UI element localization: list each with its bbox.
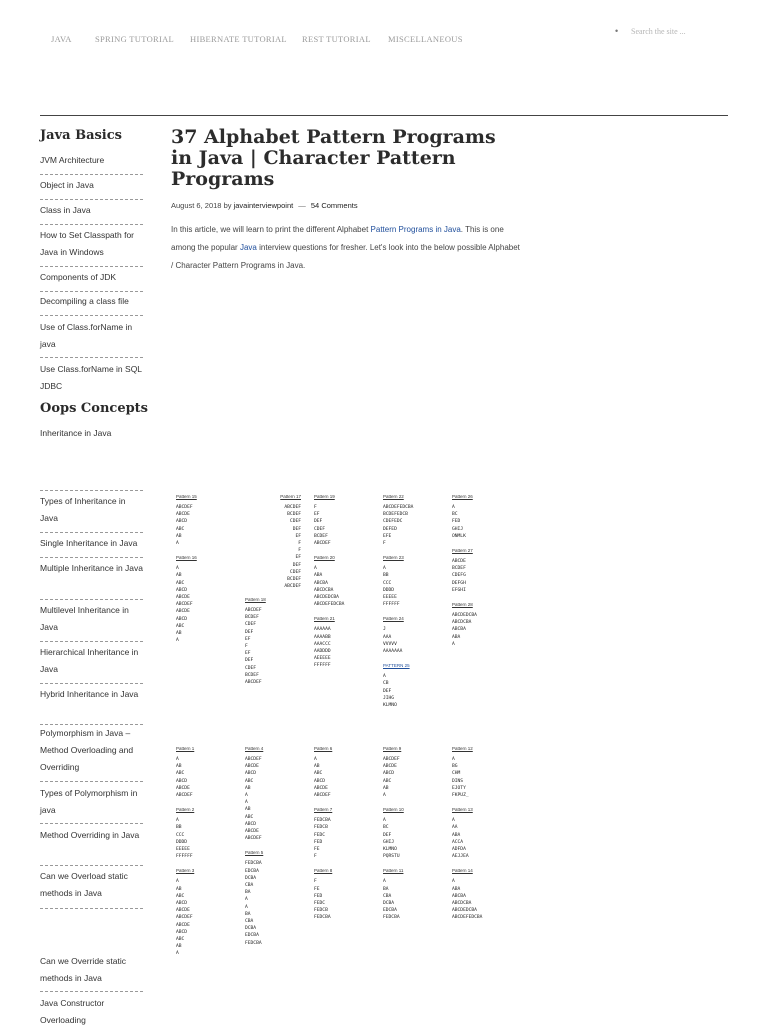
sidebar-separator [40, 490, 143, 491]
intro-text-1: In this article, we will learn to print the different Alphabet [171, 225, 369, 234]
sidebar-link-decompiling-class-file[interactable]: Decompiling a class file [40, 296, 129, 306]
nav-rest-tutorial[interactable]: REST TUTORIAL [302, 34, 371, 44]
sidebar-link-components-of-jdk[interactable]: Components of JDK [40, 272, 117, 282]
pattern-lines: A AB ABC ABCD ABCDE ABCDEF ABCDE ABCD ABC AB A [176, 566, 193, 644]
comments-link[interactable]: 54 Comments [310, 201, 358, 210]
meta-dash: — [298, 201, 306, 210]
pattern-lines: FEDCBA FEDCB FEDC FED FE F [314, 818, 331, 860]
pattern-lines: A BB CCC DDDD EEEEE FFFFFF [176, 818, 193, 860]
pattern-column [452, 746, 482, 930]
nav-java[interactable]: JAVA [51, 34, 72, 44]
pattern-column [176, 494, 197, 652]
sidebar-link-types-of-inheritance[interactable]: Types of Inheritance in Java [40, 496, 126, 523]
pattern-title: Pattern 21 [314, 616, 335, 622]
pattern-column [314, 494, 344, 678]
sidebar-separator [40, 224, 143, 225]
sidebar-separator [40, 991, 143, 992]
sidebar-separator [40, 266, 143, 267]
java-link[interactable]: Java [239, 243, 257, 252]
pattern-lines: A AA ABA ACCA ADFDA AEJJEA [452, 818, 469, 860]
by-label: by [223, 201, 232, 210]
pattern-block [176, 868, 194, 957]
pattern-title: Pattern 18 [245, 597, 266, 602]
author-link[interactable]: javainterviewpoint [233, 201, 294, 210]
sidebar-separator [40, 908, 143, 909]
sidebar-link-overload-static[interactable]: Can we Overload static methods in Java [40, 871, 128, 898]
pattern-title: PATTERN 25 [383, 663, 410, 669]
bullet-icon: • [615, 26, 619, 36]
sidebar-link-jvm-architecture[interactable]: JVM Architecture [40, 155, 105, 165]
pattern-title: Pattern 27 [452, 548, 473, 554]
pattern-title: Pattern 9 [383, 746, 402, 751]
pattern-column [275, 494, 301, 598]
pattern-title: Pattern 14 [452, 868, 473, 874]
pattern-title: Pattern 26 [452, 494, 473, 499]
pattern-lines: ABCDEF ABCDE ABCD ABC AB A [176, 505, 193, 547]
pattern-title: Pattern 19 [314, 494, 335, 499]
pattern-block [383, 494, 413, 547]
article-intro [171, 221, 521, 275]
pattern-title: Pattern 1 [176, 746, 195, 751]
pattern-title: Pattern 11 [383, 868, 404, 874]
sidebar-separator [40, 291, 143, 292]
sidebar-separator [40, 315, 143, 316]
pattern-block [245, 746, 263, 842]
pattern-title: Pattern 13 [452, 807, 473, 813]
pattern-title: Pattern 24 [383, 616, 404, 622]
pattern-block [245, 597, 266, 686]
search-box [615, 26, 735, 38]
sidebar-link-single-inheritance[interactable]: Single Inheritance in Java [40, 538, 138, 548]
sidebar-separator [40, 781, 143, 782]
pattern-block [383, 555, 413, 608]
sidebar-link-polymorphism[interactable]: Polymorphism in Java – Method Overloading and Overriding [40, 728, 134, 772]
pattern-column [314, 746, 332, 930]
article-title: 37 Alphabet Pattern Programs in Java | Character Pattern Programs [171, 126, 496, 190]
sidebar-separator [40, 641, 143, 642]
pattern-title: Pattern 23 [383, 555, 404, 561]
pattern-lines: F EF DEF CDEF BCDEF ABCDEF [314, 505, 331, 547]
pattern-block [314, 494, 344, 547]
pattern-lines: A BB CCC DDDD EEEEE FFFFFF [383, 566, 400, 608]
pattern-lines: ABCDEF BCDEF CDEF DEF EF F F EF DEF CDEF BCDEF ABCDEF [284, 505, 301, 590]
pattern-lines: J AAA VVVVV AAAAAAA [383, 627, 403, 655]
sidebar-separator [40, 532, 143, 533]
pattern-block [314, 868, 332, 921]
pattern-lines: AAAAAA AAAABB AAACCC AADDDD AEEEEE FFFFFF [314, 627, 331, 669]
pattern-title: Pattern 12 [452, 746, 473, 751]
post-date[interactable]: August 6, 2018 [171, 201, 222, 210]
pattern-column [383, 746, 404, 930]
sidebar-link-set-classpath[interactable]: How to Set Classpath for Java in Windows [40, 230, 135, 257]
pattern-title: Pattern 20 [314, 555, 335, 561]
sidebar-separator [40, 683, 143, 684]
pattern-block [452, 548, 477, 594]
pattern-block [314, 746, 332, 799]
sidebar-heading-java-basics: Java Basics [40, 128, 122, 143]
pattern-lines: ABCDEFEDCBA BCDEFEDCB CDEFEDC DEFED EFE F [383, 505, 414, 547]
pattern-lines: A AB ABC ABCD ABCDE ABCDEF [314, 757, 331, 799]
pattern-column [245, 746, 263, 955]
pattern-block [452, 494, 477, 540]
sidebar-link-class-forname[interactable]: Use of Class.forName in java [40, 322, 133, 349]
sidebar-separator [40, 557, 143, 558]
sidebar-link-override-static[interactable]: Can we Override static methods in Java [40, 956, 126, 983]
sidebar-separator [40, 199, 143, 200]
pattern-lines: A CB DEF JIHG KLMNO [383, 674, 397, 709]
pattern-block [275, 494, 301, 590]
pattern-title: Pattern 6 [314, 746, 333, 751]
sidebar-separator [40, 823, 143, 824]
pattern-title: Pattern 4 [245, 746, 264, 751]
pattern-title: Pattern 17 [280, 494, 301, 499]
pattern-lines: A ABA ABCBA ABCDCBA ABCDEDCBA ABCDEFEDCBA [314, 566, 345, 608]
pattern-column [452, 494, 477, 656]
pattern-block [176, 555, 197, 644]
intro-text-2: . This is one among the popular [171, 225, 504, 252]
sidebar-link-class-forname-jdbc[interactable]: Use Class.forName in SQL JDBC [40, 364, 142, 391]
pattern-title: Pattern 15 [176, 494, 197, 499]
pattern-lines: ABCDEDCBA ABCDCBA ABCBA ABA A [452, 613, 477, 647]
sidebar-heading-oops-concepts: Oops Concepts [40, 401, 148, 416]
pattern-lines: ABCDEF BCDEF CDEF DEF EF F EF DEF CDEF BCDEF ABCDEF [245, 608, 262, 686]
pattern-title: Pattern 10 [383, 807, 404, 813]
pattern-title: Pattern 28 [452, 602, 473, 608]
pattern-image-1-14 [172, 742, 512, 1024]
sidebar-separator [40, 599, 143, 600]
pattern-lines: A AB ABC ABCD ABCDE ABCDEF ABCDE ABCD ABC AB A [176, 879, 193, 957]
pattern-programs-link[interactable]: Pattern Programs in Java [370, 225, 461, 234]
pattern-block [314, 807, 332, 860]
pattern-block [452, 746, 482, 799]
pattern-title: Pattern 7 [314, 807, 333, 813]
article-meta [171, 201, 358, 210]
pattern-title: Pattern 8 [314, 868, 333, 874]
pattern-block [314, 555, 344, 608]
pattern-block [383, 746, 404, 799]
sidebar-link-types-of-polymorphism[interactable]: Types of Polymorphism in java [40, 788, 138, 815]
sidebar-separator [40, 357, 143, 358]
pattern-block [452, 602, 477, 648]
pattern-lines: ABCDEF ABCDE ABCD ABC AB A A AB ABC ABCD ABCDE ABCDEF [245, 757, 262, 842]
pattern-block [452, 807, 482, 860]
search-input[interactable] [631, 25, 731, 37]
pattern-lines: A AB ABC ABCD ABCDE ABCDEF [176, 757, 193, 799]
pattern-block [383, 616, 413, 655]
pattern-title: Pattern 3 [176, 868, 195, 874]
sidebar-link-hierarchical-inheritance[interactable]: Hierarchical Inheritance in Java [40, 647, 139, 674]
nav-spring-tutorial[interactable]: SPRING TUTORIAL [95, 34, 175, 44]
sidebar-link-class-in-java[interactable]: Class in Java [40, 205, 91, 215]
sidebar-link-hybrid-inheritance[interactable]: Hybrid Inheritance in Java [40, 689, 139, 699]
sidebar-link-object-in-java[interactable]: Object in Java [40, 180, 94, 190]
pattern-lines: ABCDE BCDEF CDEFG DEFGH EFGHI [452, 559, 466, 593]
pattern-lines: A BC FED GHIJ ONMLK [452, 505, 466, 539]
sidebar-link-multiple-inheritance[interactable]: Multiple Inheritance in Java [40, 563, 144, 573]
pattern-block [452, 868, 482, 921]
pattern-block [314, 616, 344, 669]
pattern-block [176, 807, 194, 860]
pattern-lines: A BG CHM DINS EJOTY FKPUZ_ [452, 757, 469, 799]
pattern-column [176, 746, 194, 966]
pattern-block [383, 807, 404, 860]
pattern-lines: ABCDEF ABCDE ABCD ABC AB A [383, 757, 400, 799]
sidebar-link-method-overriding[interactable]: Method Overriding in Java [40, 830, 140, 840]
pattern-block [245, 850, 263, 946]
pattern-title: Pattern 2 [176, 807, 195, 813]
nav-hibernate-tutorial[interactable]: HIBERNATE TUTORIAL [190, 34, 287, 44]
sidebar-separator [40, 865, 143, 866]
pattern-lines: FEDCBA EDCBA DCBA CBA BA A A BA CBA DCBA EDCBA FEDCBA [245, 861, 262, 946]
pattern-column [383, 494, 413, 717]
pattern-title: Pattern 22 [383, 494, 404, 499]
pattern-lines: A BC DEF GHIJ KLMNO PQRSTU [383, 818, 400, 860]
pattern-block [383, 868, 404, 921]
sidebar-separator [40, 174, 143, 175]
pattern-title: Pattern 16 [176, 555, 197, 561]
nav-miscellaneous[interactable]: MISCELLANEOUS [388, 34, 463, 44]
pattern-block [176, 746, 194, 799]
pattern-lines: A ABA ABCBA ABCDCBA ABCDEDCBA ABCDEFEDCBA [452, 879, 483, 921]
pattern-lines: F FE FED FEDC FEDCB FEDCBA [314, 879, 331, 921]
pattern-column [245, 597, 266, 694]
sidebar-link-inheritance[interactable]: Inheritance in Java [40, 428, 112, 438]
intro-text-3: interview questions for fresher. Let's look into the below possible Alphabet / Character Pattern Programs in Java. [171, 243, 520, 270]
pattern-block [383, 663, 413, 709]
sidebar-link-multilevel-inheritance[interactable]: Multilevel Inheritance in Java [40, 605, 129, 632]
pattern-title: Pattern 5 [245, 850, 264, 856]
header-divider [40, 115, 728, 116]
pattern-block [176, 494, 197, 547]
sidebar-link-constructor-overloading[interactable]: Java Constructor Overloading [40, 998, 105, 1025]
pattern-lines: A BA CBA DCBA EDCBA FEDCBA [383, 879, 400, 921]
